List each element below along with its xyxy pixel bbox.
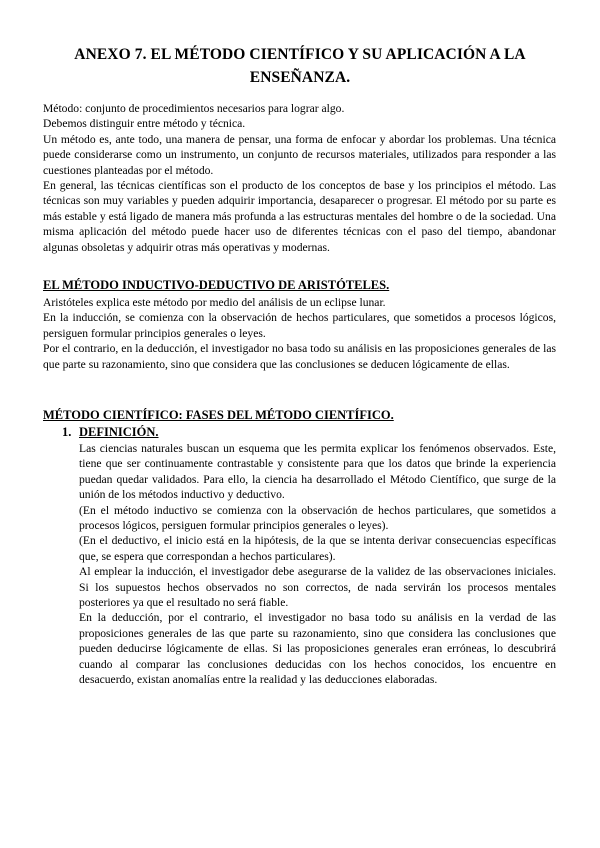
intro-paragraph: Método: conjunto de procedimientos necesarios para lograr algo. [43, 102, 345, 115]
intro-paragraph: Un método es, ante todo, una manera de pensar, una forma de enfocar y abordar los problemas. Una técnica puede considerarse como un instrumento, un conjunto de recursos materiales, utilizados para responder a las cuestiones planteadas por el método. [43, 132, 556, 177]
section-paragraph: En la inducción, se comienza con la observación de hechos particulares, que sometidos a procesos lógicos, persiguen formular principios generales o leyes. [43, 311, 556, 340]
definicion-paragraph: (En el deductivo, el inicio está en la hipótesis, de la que se intenta derivar consecuencias específicas que, se espera que correspondan a hechos particulares). [79, 534, 556, 563]
intro-paragraph: Debemos distinguir entre método y técnica. [43, 117, 246, 131]
page-title: ANEXO 7. EL MÉTODO CIENTÍFICO Y SU APLICACIÓN A LA ENSEÑANZA. [74, 46, 526, 86]
section-paragraph: Aristóteles explica este método por medio del análisis de un eclipse lunar. [43, 296, 386, 309]
intro-paragraph: En general, las técnicas científicas son el producto de los conceptos de base y los principios el método. Las técnicas son muy variables y pueden adquirir importancia, desaparecer o progresar. El método por su parte es más estable y está ligado de manera más profunda a las estructuras mentales del hombre o de la sociedad. Una misma aplicación del método puede hacer uso de diferentes técnicas con el paso del tiempo, abandonar algunas obsoletas y adquirir otras más operativas y modernas. [43, 179, 556, 254]
definicion-paragraph: (En el método inductivo se comienza con la observación de hechos particulares, que sometidos a procesos lógicos, persiguen formular principios generales o leyes). [79, 503, 556, 533]
section-heading-aristoteles: EL MÉTODO INDUCTIVO-DEDUCTIVO DE ARISTÓTELES. [43, 278, 390, 292]
list-item-definicion [62, 424, 159, 440]
definicion-paragraph: Las ciencias naturales buscan un esquema que les permita explicar los fenómenos observados. Este, tiene que ser continuamente contrastable y consistente para que los datos que brinde la experiencia puedan quedar validados. Para ello, la ciencia ha desarrollado el Método Científico, que surge de la unión de los métodos inductivo y deductivo. [79, 442, 556, 502]
definicion-paragraph: En la deducción, por el contrario, el investigador no basa todo su análisis en la verdad de las proposiciones generales de las que parte su razonamiento, sino que considera las conclusiones que pueden deducirse lógicamente de ellas. Si las proposiciones generales eran erróneas, lo descubrirá cuando al comparar las conclusiones deducidas con los hechos conocidos, los encuentre en desacuerdo, existan anomalías entre la realidad y las deducciones elaboradas. [79, 611, 556, 687]
definicion-section [79, 441, 556, 688]
intro-section [43, 101, 556, 255]
section-paragraph: Por el contrario, en la deducción, el investigador no basa todo su análisis en las proposiciones generales de las que parte su razonamiento, sino que considera que las conclusiones se deducen lógicamente de ellas. [43, 342, 556, 371]
aristoteles-section [43, 295, 556, 372]
list-item-number: 1. [62, 425, 72, 439]
list-item-title: DEFINICIÓN. [79, 425, 159, 439]
definicion-paragraph: Al emplear la inducción, el investigador debe asegurarse de la validez de las observaciones iniciales. Si los supuestos hechos observados no son correctos, de nada servirán los procesos mentales posteriores ya que el resultado no será fiable. [79, 565, 556, 610]
section-heading-metodo-cientifico: MÉTODO CIENTÍFICO: FASES DEL MÉTODO CIENTÍFICO. [43, 408, 394, 422]
